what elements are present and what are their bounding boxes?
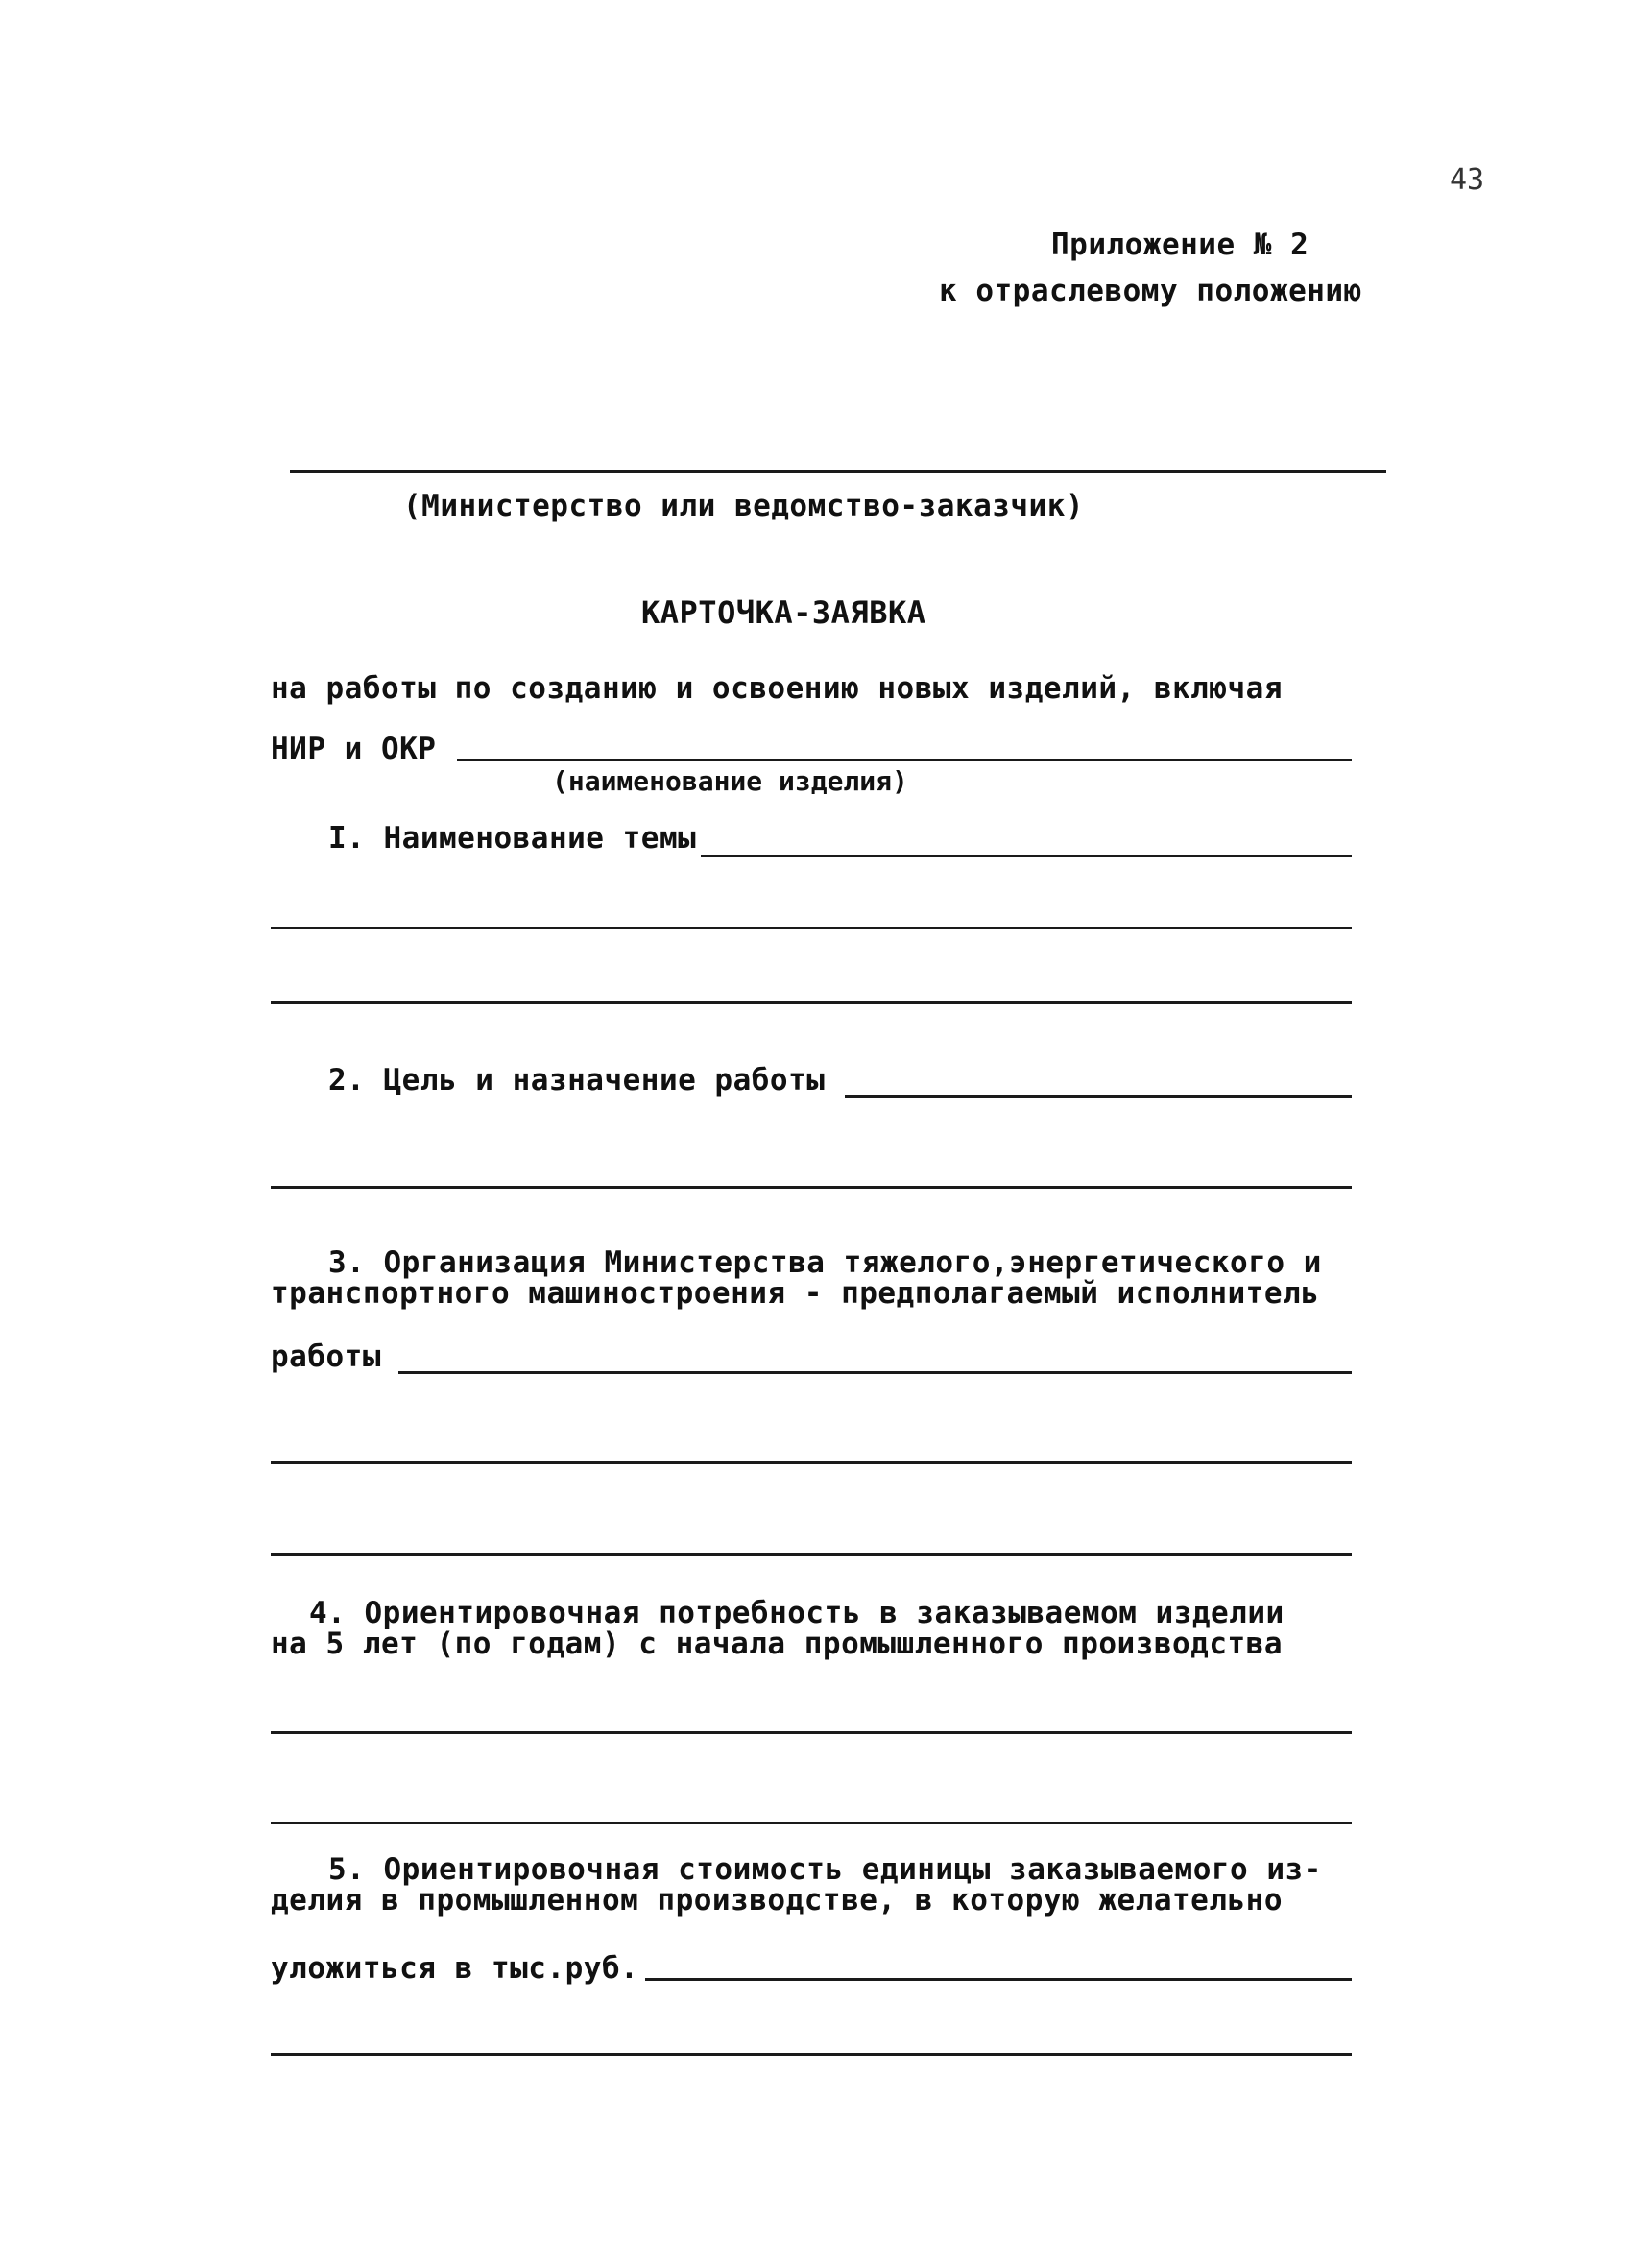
item-1-fill-line-1[interactable] (701, 855, 1352, 857)
item-5-line-1: 5. Ориентировочная стоимость единицы заказываемого из- (328, 1852, 1322, 1887)
item-5-line-2: делия в промышленном производстве, в которую желательно (271, 1883, 1283, 1918)
corner-page-mark: 43 (1450, 163, 1485, 197)
item-3-line-1: 3. Организация Министерства тяжелого,энергетического и (328, 1245, 1322, 1280)
item-2-fill-line-1[interactable] (845, 1095, 1352, 1098)
item-4-fill-line-2[interactable] (271, 1822, 1352, 1824)
item-4-line-1: 4. Ориентировочная потребность в заказываемом изделии (309, 1596, 1285, 1630)
subtitle-line-2: НИР и ОКР (271, 732, 437, 766)
product-name-fill-line[interactable] (457, 759, 1352, 761)
subtitle-line-1: на работы по созданию и освоению новых изделий, включая (271, 671, 1283, 706)
ministry-fill-line[interactable] (290, 470, 1386, 473)
item-3-fill-line-2[interactable] (271, 1461, 1352, 1464)
ministry-caption: (Министерство или ведомство-заказчик) (403, 489, 1085, 523)
item-1-fill-line-3[interactable] (271, 1001, 1352, 1004)
item-3-fill-line-1[interactable] (398, 1371, 1352, 1374)
item-4-line-2: на 5 лет (по годам) с начала промышленного производства (271, 1627, 1283, 1661)
item-3-line-3: работы (271, 1339, 381, 1374)
item-4-fill-line-1[interactable] (271, 1731, 1352, 1734)
appendix-number: Приложение № 2 (1051, 228, 1309, 262)
item-2-fill-line-2[interactable] (271, 1186, 1352, 1189)
item-1-label: I. Наименование темы (328, 821, 697, 856)
appendix-reference: к отраслевому положению (939, 274, 1362, 308)
item-1-fill-line-2[interactable] (271, 927, 1352, 929)
item-5-line-3: уложиться в тыс.руб. (271, 1951, 639, 1986)
item-5-fill-line-2[interactable] (271, 2053, 1352, 2056)
item-2-label: 2. Цель и назначение работы (328, 1063, 826, 1098)
item-3-line-2: транспортного машиностроения - предполагаемый исполнитель (271, 1276, 1320, 1311)
item-3-fill-line-3[interactable] (271, 1553, 1352, 1556)
item-5-fill-line-1[interactable] (645, 1978, 1352, 1981)
product-caption: (наименование изделия) (552, 765, 908, 797)
document-title: КАРТОЧКА-ЗАЯВКА (641, 594, 926, 631)
